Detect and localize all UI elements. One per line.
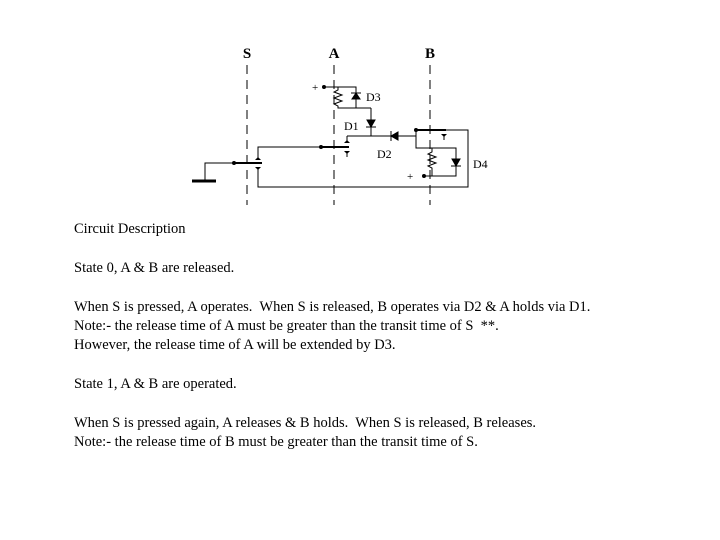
description-line: [74, 239, 704, 258]
description-line: State 0, A & B are released.: [74, 259, 235, 276]
b-make-tip: [441, 134, 447, 137]
diode-d3: [352, 93, 360, 99]
description-line: [74, 356, 704, 375]
s-break-tip: [255, 167, 261, 170]
circuit-description: [74, 220, 704, 453]
supply-plus-top: +: [312, 82, 319, 94]
s-make-tip: [255, 157, 261, 160]
description-line: Note:- the release time of B must be greater than the transit time of S.: [74, 434, 478, 451]
earth-wire: [205, 163, 234, 181]
relay-label-s: S: [242, 46, 252, 62]
description-line: When S is pressed, A operates. When S is released, B operates via D2 & A holds via D1.: [74, 298, 591, 315]
diode-label-d1: D1: [344, 119, 359, 133]
a-coil-supply-terminal: [322, 85, 326, 89]
relay-label-b: B: [424, 46, 436, 62]
diode-d4: [452, 159, 460, 166]
description-line: State 1, A & B are operated.: [74, 376, 237, 393]
a-relay-coil: [334, 87, 342, 108]
description-title: Circuit Description: [74, 221, 186, 237]
s-make-wire: [258, 147, 321, 160]
b-relay-coil: [428, 148, 436, 170]
supply-plus-bottom: +: [407, 171, 414, 183]
description-line: [74, 278, 704, 297]
s-contact-pivot: [232, 161, 236, 165]
circuit-diagram: [0, 0, 720, 215]
description-line: [74, 395, 704, 414]
s-break-wire: [258, 130, 468, 187]
a-contact-pivot: [319, 145, 323, 149]
a-break-tip: [344, 151, 350, 154]
description-line: However, the release time of A will be extended by D3.: [74, 337, 396, 354]
diode-label-d2: D2: [377, 147, 392, 161]
description-line: Note:- the release time of A must be greater than the transit time of S **.: [74, 317, 499, 334]
diode-d2: [391, 132, 398, 140]
d4-wire: [432, 148, 456, 176]
diode-label-d4: D4: [473, 157, 488, 171]
b-coil-supply-terminal: [422, 174, 426, 178]
diode-d1: [367, 120, 375, 127]
a-make-tip: [344, 140, 350, 143]
b-contact-pivot: [414, 128, 418, 132]
relay-label-a: A: [328, 46, 340, 62]
diode-label-d3: D3: [366, 90, 381, 104]
description-line: When S is pressed again, A releases & B holds. When S is released, B releases.: [74, 414, 537, 431]
